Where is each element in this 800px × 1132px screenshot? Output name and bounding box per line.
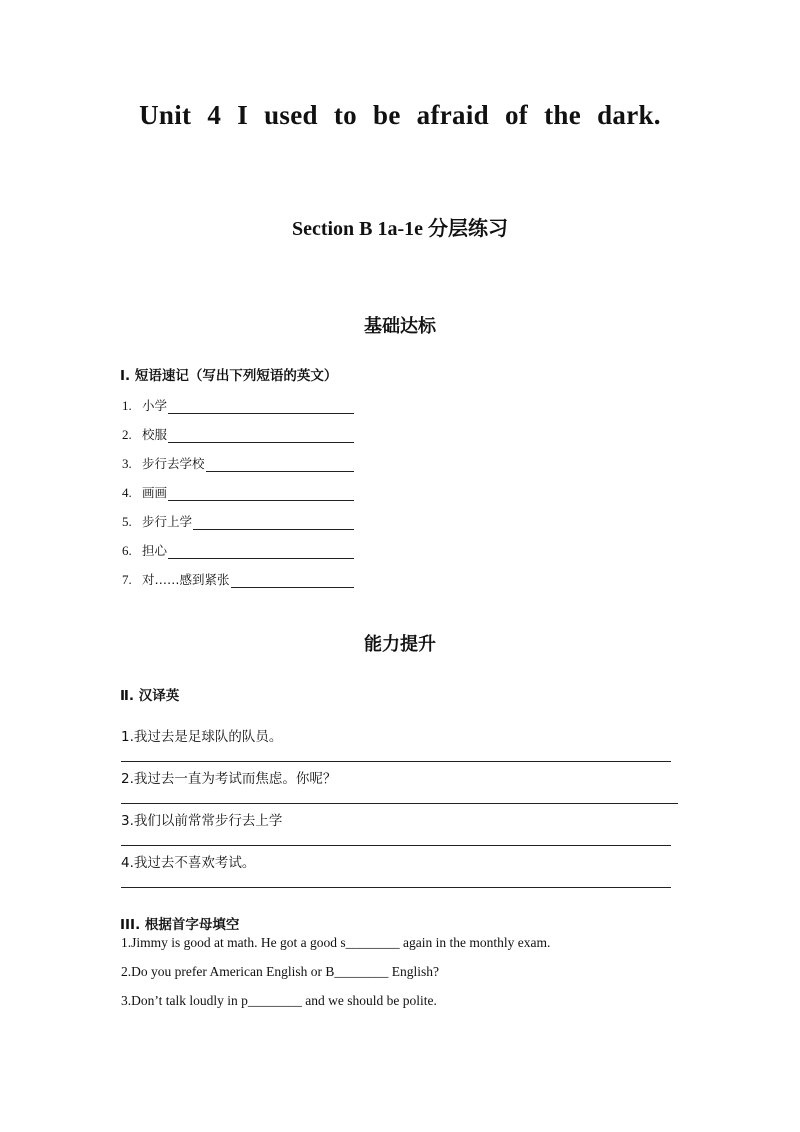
item-term: 画画 bbox=[142, 485, 168, 500]
vocab-item bbox=[122, 512, 354, 530]
item-term: 小学 bbox=[142, 398, 168, 413]
translation-question: 4.我过去不喜欢考试。 bbox=[121, 855, 256, 871]
fill-in-question: 3.Don’t talk loudly in p________ and we should be polite. bbox=[121, 993, 437, 1008]
translation-question: 1.我过去是足球队的队员。 bbox=[121, 729, 283, 745]
answer-line[interactable] bbox=[121, 887, 671, 888]
fill-in-question: 1.Jimmy is good at math. He got a good s________ again in the monthly exam. bbox=[121, 935, 551, 950]
level-heading-advanced: 能力提升 bbox=[364, 634, 436, 655]
answer-line[interactable] bbox=[121, 761, 671, 762]
item-number: 3. bbox=[122, 456, 132, 471]
answer-blank[interactable] bbox=[193, 516, 354, 530]
item-term: 担心 bbox=[142, 543, 168, 558]
answer-blank[interactable] bbox=[168, 400, 354, 414]
item-number: 4. bbox=[122, 485, 132, 500]
item-term: 步行去学校 bbox=[142, 456, 205, 471]
answer-line[interactable] bbox=[121, 845, 671, 846]
page-subtitle: Section B 1a-1e 分层练习 bbox=[291, 218, 509, 240]
vocab-item bbox=[122, 454, 354, 472]
item-term: 校服 bbox=[142, 427, 168, 442]
answer-blank[interactable] bbox=[168, 429, 354, 443]
vocab-item bbox=[122, 541, 354, 559]
answer-blank[interactable] bbox=[231, 574, 354, 588]
fill-in-question: 2.Do you prefer American English or B________ English? bbox=[121, 964, 439, 979]
vocab-item bbox=[122, 483, 354, 501]
section3-heading: III. 根据首字母填空 bbox=[120, 917, 240, 933]
level-heading-basic: 基础达标 bbox=[364, 316, 436, 337]
vocab-item bbox=[122, 396, 354, 414]
item-number: 2. bbox=[122, 427, 132, 442]
answer-line[interactable] bbox=[121, 803, 678, 804]
section1-heading: Ⅰ. 短语速记（写出下列短语的英文） bbox=[120, 368, 338, 384]
answer-blank[interactable] bbox=[206, 458, 354, 472]
answer-blank[interactable] bbox=[168, 545, 354, 559]
item-term: 对……感到紧张 bbox=[142, 572, 230, 587]
translation-question: 3.我们以前常常步行去上学 bbox=[121, 813, 283, 829]
answer-blank[interactable] bbox=[168, 487, 354, 501]
section2-heading: Ⅱ. 汉译英 bbox=[120, 688, 180, 704]
page-title: Unit 4 I used to be afraid of the dark. bbox=[139, 100, 661, 130]
item-number: 1. bbox=[122, 398, 132, 413]
item-number: 7. bbox=[122, 572, 132, 587]
item-term: 步行上学 bbox=[142, 514, 193, 529]
item-number: 6. bbox=[122, 543, 132, 558]
vocab-item bbox=[122, 425, 354, 443]
item-number: 5. bbox=[122, 514, 132, 529]
vocab-item bbox=[122, 570, 354, 588]
translation-question: 2.我过去一直为考试而焦虑。你呢？ bbox=[121, 771, 337, 787]
